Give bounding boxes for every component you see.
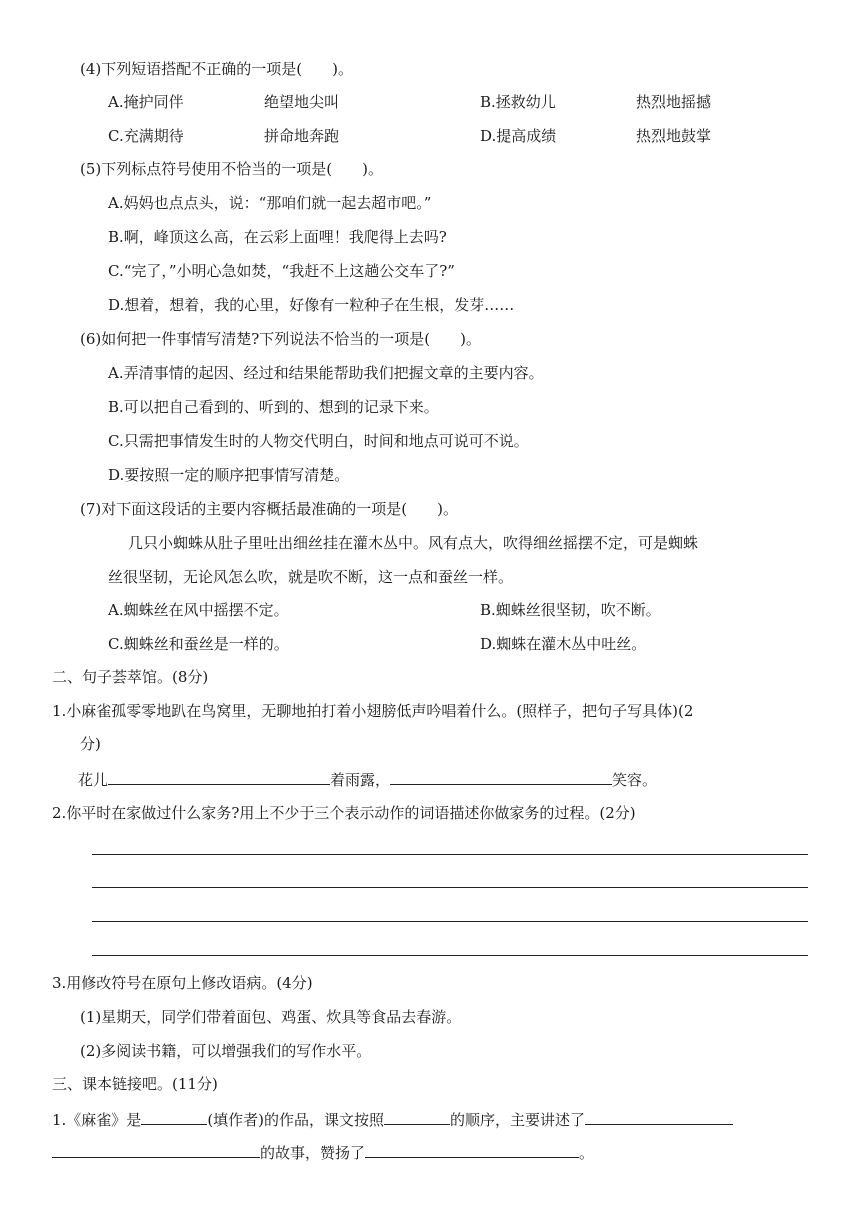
fill-text-yulu: 着雨露， [330,771,391,789]
fill-text-xiaorong: 笑容。 [612,771,658,789]
praise-blank[interactable] [365,1141,579,1158]
q4-option-c-phrase1: C.充满期待 [108,127,184,145]
q4-option-d-phrase2: 热烈地鼓掌 [636,127,712,145]
q7-passage-line1: 几只小蜘蛛从肚子里吐出细丝挂在灌木丛中。风有点大，吹得细丝摇摆不定，可是蜘蛛 [128,534,699,552]
s2-q1-line1: 1.小麻雀孤零零地趴在鸟窝里，无聊地拍打着小翅膀低声吟唱着什么。(照样子，把句子写具体)(2 [52,702,694,720]
answer-blank-1[interactable] [108,768,330,785]
s2-q1-line2: 分) [80,735,101,753]
q7-option-b: B.蜘蛛丝很坚韧，吹不断。 [480,601,661,619]
answer-blank-2[interactable] [390,768,612,785]
q4-option-c-phrase2: 拼命地奔跑 [264,127,340,145]
q5-option-c: C.“完了，”小明心急如焚，“我赶不上这趟公交车了?” [108,262,455,280]
s2-q3-sentence2: (2)多阅读书籍，可以增强我们的写作水平。 [80,1042,372,1060]
order-blank[interactable] [384,1108,450,1125]
s3-q1-line2 [52,1141,594,1163]
q7-option-c: C.蜘蛛丝和蚕丝是一样的。 [108,635,289,653]
s2-q3-sentence1: (1)星期天，同学们带着面包、鸡蛋、炊具等食品去春游。 [80,1008,462,1026]
s3-text-main-story: 的顺序，主要讲述了 [450,1111,586,1129]
q4-option-a-phrase2: 绝望地尖叫 [264,93,340,111]
s2-q3-text: 3.用修改符号在原句上修改语病。(4分) [52,974,313,992]
s2-q1-fill-sentence [78,768,657,790]
q5-option-a: A.妈妈也点点头，说：“那咱们就一起去超市吧。” [108,194,432,212]
q5-option-b: B.啊，峰顶这么高，在云彩上面哩！我爬得上去吗? [108,228,447,246]
q4-option-a-phrase1: A.掩护同伴 [108,93,184,111]
q6-option-b: B.可以把自己看到的、听到的、想到的记录下来。 [108,398,439,416]
story-blank-1[interactable] [585,1108,733,1125]
q6-stem: (6)如何把一件事情写清楚?下列说法不恰当的一项是( )。 [80,330,481,348]
answer-line-1[interactable] [92,854,808,855]
section3-heading: 三、课本链接吧。(11分) [52,1075,218,1093]
q4-option-b-phrase2: 热烈地摇撼 [636,93,712,111]
s3-text-author-label: (填作者)的作品，课文按照 [207,1111,385,1129]
q6-option-c: C.只需把事情发生时的人物交代明白，时间和地点可说可不说。 [108,432,529,450]
answer-line-4[interactable] [92,955,808,956]
s3-text-praise: 的故事，赞扬了 [260,1144,366,1162]
s3-text-period: 。 [579,1144,595,1162]
q7-option-a: A.蜘蛛丝在风中摇摆不定。 [108,601,289,619]
q7-passage-line2: 丝很坚韧，无论风怎么吹，就是吹不断，这一点和蚕丝一样。 [108,568,514,586]
section2-heading: 二、句子荟萃馆。(8分) [52,668,209,686]
q6-option-d: D.要按照一定的顺序把事情写清楚。 [108,466,350,484]
q4-option-b-phrase1: B.拯救幼儿 [480,93,556,111]
answer-line-2[interactable] [92,887,808,888]
q6-option-a: A.弄清事情的起因、经过和结果能帮助我们把握文章的主要内容。 [108,364,544,382]
answer-line-3[interactable] [92,921,808,922]
s3-q1-line1 [52,1108,733,1130]
q7-stem: (7)对下面这段话的主要内容概括最准确的一项是( )。 [80,500,458,518]
author-blank[interactable] [141,1108,207,1125]
s2-q2-text: 2.你平时在家做过什么家务?用上不少于三个表示动作的词语描述你做家务的过程。(2分) [52,804,636,822]
q5-option-d: D.想着，想着，我的心里，好像有一粒种子在生根，发芽…… [108,296,515,314]
q7-option-d: D.蜘蛛在灌木丛中吐丝。 [480,635,647,653]
story-blank-2[interactable] [52,1141,260,1158]
s3-text-maque: 1.《麻雀》是 [52,1111,142,1129]
fill-text-huaer: 花儿 [78,771,109,789]
q4-stem: (4)下列短语搭配不正确的一项是( )。 [80,60,353,78]
q5-stem: (5)下列标点符号使用不恰当的一项是( )。 [80,160,383,178]
q4-option-d-phrase1: D.提高成绩 [480,127,557,145]
